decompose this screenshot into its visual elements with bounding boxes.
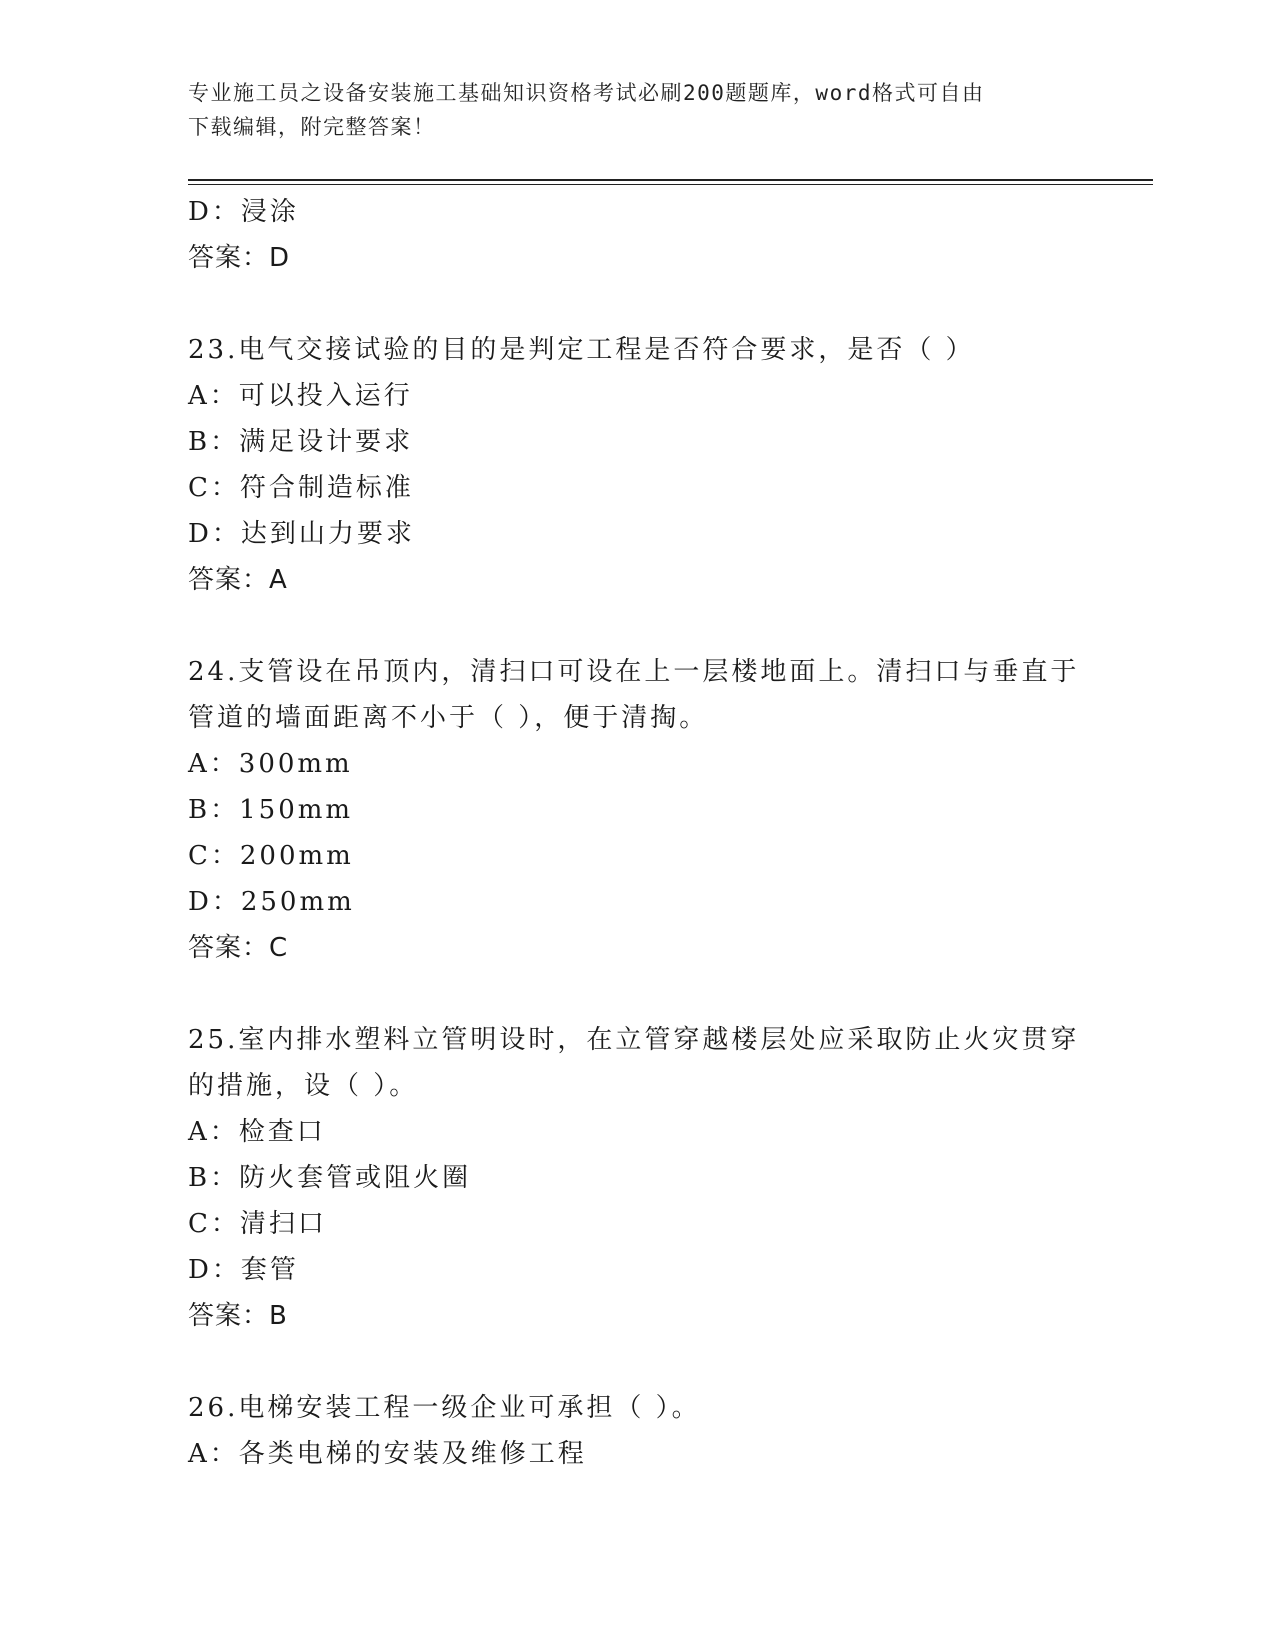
header-line-2: 下载编辑，附完整答案！ xyxy=(188,115,436,139)
question-25-answer: 答案：B xyxy=(188,1301,288,1331)
header-rule-thin xyxy=(188,184,1153,185)
header-rule-thick xyxy=(188,179,1153,181)
question-25-option-c: C：清扫口 xyxy=(188,1209,327,1239)
question-25-option-d: D：套管 xyxy=(188,1255,299,1285)
question-25-option-b: B：防火套管或阻火圈 xyxy=(188,1163,472,1193)
question-25-stem-line-2: 的措施，设（ ）。 xyxy=(188,1071,419,1101)
question-23-option-b: B：满足设计要求 xyxy=(188,427,414,457)
spacer xyxy=(188,1339,1088,1385)
question-26-stem: 26.电梯安装工程一级企业可承担（ ）。 xyxy=(188,1393,701,1423)
spacer xyxy=(188,971,1088,1017)
question-25-option-a: A：检查口 xyxy=(188,1117,326,1147)
question-24-stem-line-1: 24.支管设在吊顶内，清扫口可设在上一层楼地面上。清扫口与垂直于 xyxy=(188,657,1080,687)
question-23-option-c: C：符合制造标准 xyxy=(188,473,414,503)
spacer xyxy=(188,281,1088,327)
question-24-stem-line-2: 管道的墙面距离不小于（ ），便于清掏。 xyxy=(188,703,709,733)
option-d: D：浸涂 xyxy=(188,197,299,227)
question-24-answer: 答案：C xyxy=(188,933,289,963)
question-23-option-a: A：可以投入运行 xyxy=(188,381,413,411)
question-26-option-a: A：各类电梯的安装及维修工程 xyxy=(188,1439,587,1469)
question-25-stem-line-1: 25.室内排水塑料立管明设时，在立管穿越楼层处应采取防止火灾贯穿 xyxy=(188,1025,1080,1055)
header-line-1: 专业施工员之设备安装施工基础知识资格考试必刷200题题库，word格式可自由 xyxy=(188,81,985,105)
question-24-option-c: C：200mm xyxy=(188,841,354,871)
question-23-option-d: D：达到山力要求 xyxy=(188,519,415,549)
page-header xyxy=(188,76,1088,144)
spacer xyxy=(188,603,1088,649)
answer-text: 答案：D xyxy=(188,243,291,273)
question-24-option-a: A：300mm xyxy=(188,749,353,779)
question-23-answer: 答案：A xyxy=(188,565,288,595)
question-23-stem: 23.电气交接试验的目的是判定工程是否符合要求，是否（ ） xyxy=(188,335,975,365)
question-content xyxy=(188,189,1088,1477)
question-24-option-d: D：250mm xyxy=(188,887,355,917)
question-24-option-b: B：150mm xyxy=(188,795,354,825)
